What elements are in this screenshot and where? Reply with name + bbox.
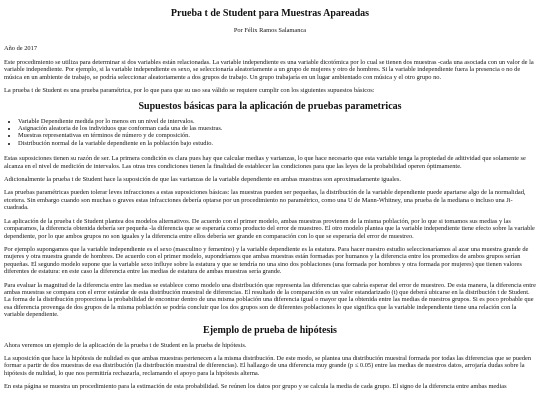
author-line: Por Félix Ramos Salamanca	[233, 27, 307, 34]
page-title: Prueba t de Student para Muestras Apareadas	[170, 8, 370, 19]
heading-supuestos: Supuestos básicas para la aplicación de pruebas parametricas	[138, 100, 402, 112]
paragraph-ahora: Ahora veremos un ejemplo de la aplicación de la prueba t de Student en la prueba de hipótesis.	[4, 341, 247, 349]
paragraph-procedimiento: En esta página se muestra un procedimiento para la estimación de esta probabilidad. Se reúnen los datos por grupo y se calcula la media de cada grupo. El signo de la diferencia entre ambas medias	[4, 383, 507, 391]
paragraph-razon: Estas suposiciones tienen su razón de ser. La primera condición es clara pues hay que calcular medias y varianzas, lo que hace necesario que esta variable tenga la propiedad de aditividad que solamente se alcanza en el nivel de medición de intervalos. Las otras tres condiciones tienen la finalidad de establecer las condiciones para que las leyes de la probabilidad operen óptimamente.	[4, 155, 526, 170]
paragraph-infracciones: Las pruebas paramétricas pueden tolerar leves infracciones a estas suposiciones básicas: las muestras pueden ser pequeñas, la distribución de la variable dependiente puede apartarse algo de la normalidad, etcetera. Sin embargo cuando son muchas o graves estas infracciones debería optarse por un procedimiento no paramétrico, como una U de Mann-Whitney, una prueba de la mediana o incluso una Ji-cuadrada.	[4, 189, 526, 212]
list-item: • Asignación aleatoria de los individuos que conforman cada una de las muestras.	[18, 125, 536, 132]
list-item: • Distribución normal de la variable dependiente en la población bajo estudio.	[18, 140, 536, 147]
paragraph-modelos: La aplicación de la prueba t de Student plantea dos modelos alternativos. De acuerdo con el primer modelo, ambas muestras provienen de la misma población, por lo que si tomamos sus medias y las comparamos, la diferencia obtenida debería ser pequeña -la diferencia que se esperaría como producto del error de muestreo. El otro modelo plantea que la variable independiente tiene efecto sobre la variable dependiente, por lo que ambos grupos no son iguales y la diferencia entre ellos debería ser grande en comparación con lo que se esperaría del error de muestreo.	[4, 217, 535, 240]
paragraph-intro: Este procedimiento se utiliza para determinar si dos variables están relacionadas. La variable independiente es una variable dicotómica por lo cual se tienen dos muestras -cada una asociada con un valor de la variable independiente. Por ejemplo, si la variable independiente es sexo, se seleccionaría aleatoriamente a un grupo de mujeres y otro de hombres. Si la variable independiente fuera la presencia o no de música en un ambiente de trabajo, se podría seleccionar aleatoriamente a dos grupos de trabajo. Un grupo trabajaría en un lugar ambientado con música y el otro grupo no.	[4, 59, 534, 81]
paragraph-evaluacion: Para evaluar la magnitud de la diferencia entre las medias se establece como modelo una distribución que representa las diferencias que cabría esperar del error de muestreo. De esta manera, la diferencia entre ambas muestras se compara con el error estándar de esta distribución muestral de diferencias. El resultado de la comparación es un valor estandarizado (t) que deberá ubicarse en la distribución t de Student. La forma de la distribución proporciona la probabilidad de encontrar dentro de una misma población una diferencia igual o mayor que la obtenida entre las medias de nuestros grupos. Si es poco probable que esa diferencia provenga de dos grupos de la misma población se podría concluir que los dos grupos son de diferentes poblaciones lo que significa que la variable independiente tiene una relación con la variable dependiente.	[4, 281, 536, 319]
year-line: Año de 2017	[4, 45, 38, 52]
heading-ejemplo: Ejemplo de prueba de hipótesis	[203, 324, 337, 336]
paragraph-ejemplo-sexo: Por ejemplo supongamos que la variable independiente es el sexo (masculino y femenino) y la variable dependiente es la estatura. Para hacer nuestro estudio seleccionaríamos al azar una muestra grande de mujeres y otra muestra grande de hombres. De acuerdo con el primer modelo, supondríamos que ambas muestras están formadas por humanos y la diferencia entre los promedios de ambos grupos serían pequeñas. El segundo modelo supone que la variable sexo influye sobre la estatura y que se tendría no una sino dos poblaciones (una formada por hombres y otra formada por mujeres) que tienen valores diferentes de estatura: en este caso la diferencia entre las medias de estatura de ambas muestras sería grande.	[4, 245, 529, 276]
supuestos-list	[4, 118, 536, 148]
list-item: • Muestras representativas en términos de número y de composición.	[18, 132, 536, 139]
paragraph-varianzas: Adicionalmente la prueba t de Student hace la suposición de que las varianzas de la variable dependiente en ambas muestras son aproximadamente iguales.	[4, 176, 401, 184]
paragraph-parametric: La prueba t de Student es una prueba paramétrica, por lo que para que su uso sea válido se requiere cumplir con los siguientes supuestos básicos:	[4, 87, 375, 95]
paragraph-nulidad: La suposición que hace la hipótesis de nulidad es que ambas muestras pertenecen a la misma distribución. De este modo, se plantea una distribución muestral formada por todas las diferencias que se pueden formar a partir de dos muestras de esa distribución (la distribución muestral de diferencias). El hallazgo de una diferencia muy grande (p ≤ 0.05) entre las medias de nuestros datos, arrojaría dudas sobre la hipótesis de nulidad, lo que nos permitiría rechazarla, reclamando el apoyo para la hipótesis alterna.	[4, 354, 532, 377]
list-item: • Variable Dependiente medida por lo menos en un nivel de intervalos.	[18, 118, 536, 125]
